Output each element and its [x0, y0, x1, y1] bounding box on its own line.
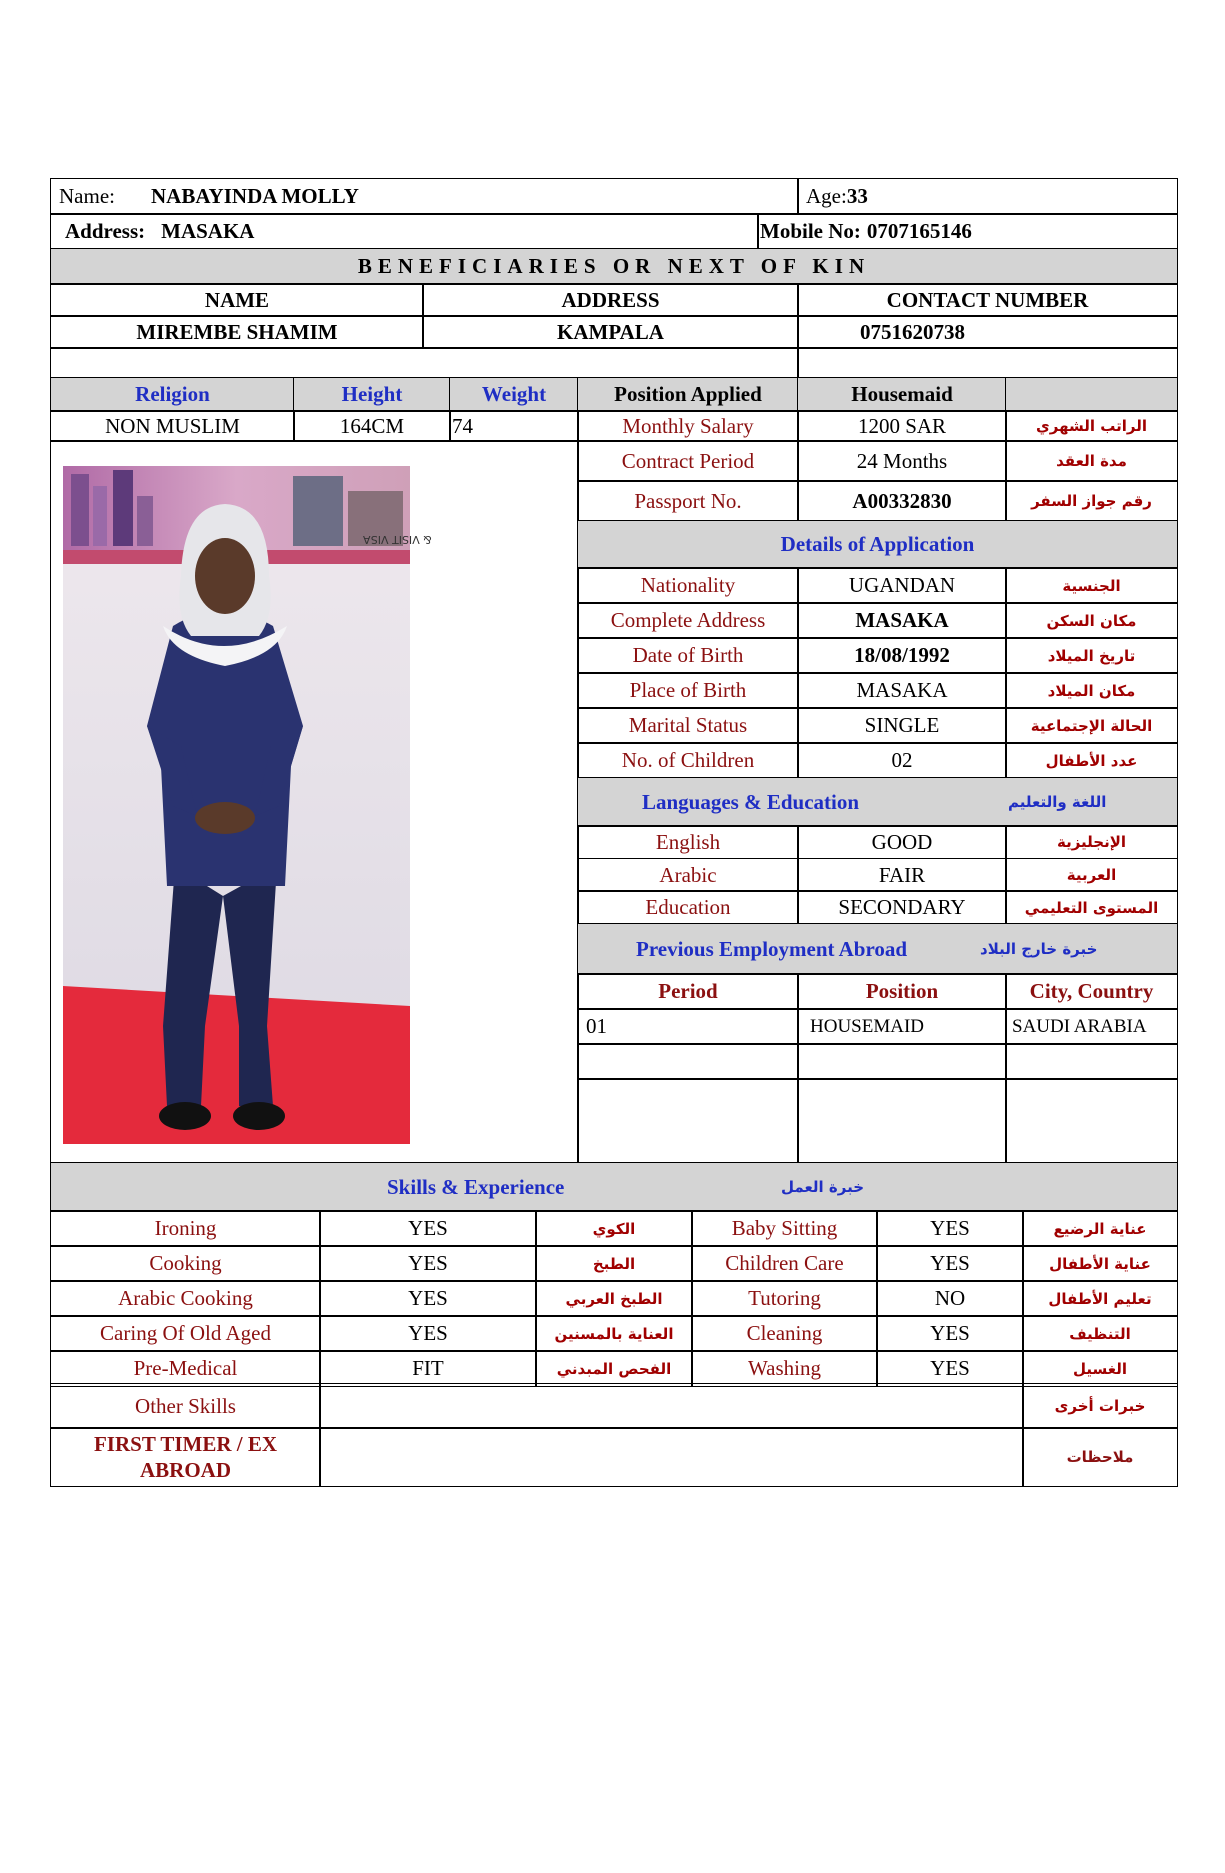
skills-title-ar: خبرة العمل — [781, 1178, 865, 1196]
kin-address: KAMPALA — [422, 315, 799, 349]
skill-value: YES — [876, 1350, 1024, 1387]
language-label: Education — [577, 890, 799, 925]
languages-header — [577, 777, 1178, 827]
detail-value: MASAKA — [797, 602, 1007, 639]
religion-label: Religion — [50, 377, 295, 412]
applicant-photo-image — [63, 466, 432, 1144]
remarks-label: FIRST TIMER / EX ABROAD — [50, 1427, 321, 1487]
remarks-ar: ملاحظات — [1022, 1427, 1178, 1487]
mobile-label: Mobile No: — [760, 219, 861, 243]
job-value: 24 Months — [797, 440, 1007, 482]
detail-value: 02 — [797, 742, 1007, 779]
skill-label-ar: عناية الأطفال — [1022, 1245, 1178, 1282]
address-cell — [50, 213, 759, 250]
blank-cell — [50, 347, 799, 379]
language-label: Arabic — [577, 858, 799, 892]
skill-label: Children Care — [691, 1245, 878, 1282]
job-label-ar: الراتب الشهري — [1005, 410, 1178, 442]
employment-header — [577, 923, 1178, 975]
skill-value: YES — [876, 1315, 1024, 1352]
skill-value: NO — [876, 1280, 1024, 1317]
name-cell — [50, 178, 799, 215]
emp-col-period: Period — [577, 973, 799, 1010]
emp-position: HOUSEMAID — [797, 1008, 1007, 1045]
detail-value: MASAKA — [797, 672, 1007, 709]
emp-col-city: City, Country — [1005, 973, 1178, 1010]
job-label-ar: رقم جواز السفر — [1005, 480, 1178, 522]
skill-label: Ironing — [50, 1210, 321, 1247]
skill-label-ar: الطبخ — [535, 1245, 693, 1282]
skill-label-ar: الغسيل — [1022, 1350, 1178, 1387]
skill-value: YES — [876, 1210, 1024, 1247]
position-label: Position Applied — [577, 377, 799, 412]
kin-title: BENEFICIARIES OR NEXT OF KIN — [50, 248, 1178, 285]
skill-label: Caring Of Old Aged — [50, 1315, 321, 1352]
remarks-value — [319, 1427, 1024, 1487]
skill-value: FIT — [319, 1350, 537, 1387]
skill-label: Tutoring — [691, 1280, 878, 1317]
skill-value: YES — [319, 1280, 537, 1317]
blank-cell — [797, 347, 1178, 379]
skills-title: Skills & Experience — [387, 1174, 565, 1199]
age-label: Age: — [806, 184, 847, 208]
skill-label-ar: التنظيف — [1022, 1315, 1178, 1352]
blank-cell — [1005, 377, 1178, 412]
kin-col-contact: CONTACT NUMBER — [797, 283, 1178, 317]
detail-label: No. of Children — [577, 742, 799, 779]
blank-cell — [797, 1043, 1007, 1080]
detail-label: Marital Status — [577, 707, 799, 744]
kin-name: MIREMBE SHAMIM — [50, 315, 424, 349]
detail-label: Nationality — [577, 567, 799, 604]
skill-value: YES — [876, 1245, 1024, 1282]
other-skills-value — [319, 1383, 1024, 1429]
weight-label: Weight — [449, 377, 579, 412]
skill-label: Washing — [691, 1350, 878, 1387]
detail-value: SINGLE — [797, 707, 1007, 744]
language-label: English — [577, 825, 799, 859]
kin-col-address: ADDRESS — [422, 283, 799, 317]
language-value: SECONDARY — [797, 890, 1007, 925]
job-label: Passport No. — [577, 480, 799, 522]
other-skills-ar: خبرات أخرى — [1022, 1383, 1178, 1429]
skill-value: YES — [319, 1315, 537, 1352]
skills-header — [50, 1162, 1178, 1212]
languages-title-ar: اللغة والتعليم — [1008, 793, 1107, 811]
age-value: 33 — [846, 184, 868, 208]
photo-banner-text: & VISIT VISA — [363, 533, 432, 546]
skill-label-ar: الكوي — [535, 1210, 693, 1247]
skill-label-ar: تعليم الأطفال — [1022, 1280, 1178, 1317]
job-value: 1200 SAR — [797, 410, 1007, 442]
job-label-ar: مدة العقد — [1005, 440, 1178, 482]
position-value: Housemaid — [797, 377, 1007, 412]
language-label-ar: المستوى التعليمي — [1005, 890, 1178, 925]
detail-value: 18/08/1992 — [797, 637, 1007, 674]
religion-value: NON MUSLIM — [50, 410, 295, 442]
weight-value: 74 — [449, 410, 579, 442]
detail-label-ar: الحالة الإجتماعية — [1005, 707, 1178, 744]
skill-label-ar: الطبخ العربي — [535, 1280, 693, 1317]
skill-label: Baby Sitting — [691, 1210, 878, 1247]
applicant-photo — [63, 466, 432, 1144]
address-value: MASAKA — [161, 219, 255, 243]
name-label: Name: — [59, 184, 115, 208]
blank-cell — [1005, 1078, 1178, 1164]
kin-col-name: NAME — [50, 283, 424, 317]
detail-label: Place of Birth — [577, 672, 799, 709]
skill-label: Cleaning — [691, 1315, 878, 1352]
mobile-value: 0707165146 — [866, 219, 972, 243]
detail-label-ar: مكان الميلاد — [1005, 672, 1178, 709]
details-title: Details of Application — [577, 520, 1178, 569]
mobile-cell — [757, 213, 1178, 250]
detail-label-ar: تاريخ الميلاد — [1005, 637, 1178, 674]
languages-title: Languages & Education — [642, 789, 860, 814]
job-label: Contract Period — [577, 440, 799, 482]
skill-value: YES — [319, 1245, 537, 1282]
emp-city: SAUDI ARABIA — [1005, 1008, 1178, 1045]
skill-label-ar: الفحص المبدني — [535, 1350, 693, 1387]
emp-period: 01 — [577, 1008, 799, 1045]
skill-label: Pre-Medical — [50, 1350, 321, 1387]
detail-label-ar: مكان السكن — [1005, 602, 1178, 639]
detail-label-ar: عدد الأطفال — [1005, 742, 1178, 779]
blank-cell — [797, 1078, 1007, 1164]
blank-cell — [577, 1043, 799, 1080]
other-skills-label: Other Skills — [50, 1383, 321, 1429]
job-value: A00332830 — [797, 480, 1007, 522]
skill-value: YES — [319, 1210, 537, 1247]
skill-label-ar: العناية بالمسنين — [535, 1315, 693, 1352]
detail-label: Complete Address — [577, 602, 799, 639]
language-label-ar: العربية — [1005, 858, 1178, 892]
detail-label: Date of Birth — [577, 637, 799, 674]
language-value: FAIR — [797, 858, 1007, 892]
job-label: Monthly Salary — [577, 410, 799, 442]
skill-label-ar: عناية الرضيع — [1022, 1210, 1178, 1247]
height-label: Height — [293, 377, 451, 412]
address-label: Address: — [65, 219, 146, 243]
applicant-name: NABAYINDA MOLLY — [150, 184, 359, 208]
age-cell — [797, 178, 1178, 215]
height-value: 164CM — [293, 410, 451, 442]
blank-cell — [1005, 1043, 1178, 1080]
skill-label: Cooking — [50, 1245, 321, 1282]
kin-contact: 0751620738 — [797, 315, 1178, 349]
blank-cell — [577, 1078, 799, 1164]
language-label-ar: الإنجليزية — [1005, 825, 1178, 859]
emp-col-position: Position — [797, 973, 1007, 1010]
language-value: GOOD — [797, 825, 1007, 859]
employment-title-ar: خبرة خارج البلاد — [980, 940, 1098, 958]
detail-value: UGANDAN — [797, 567, 1007, 604]
employment-title: Previous Employment Abroad — [636, 936, 908, 961]
skill-label: Arabic Cooking — [50, 1280, 321, 1317]
detail-label-ar: الجنسية — [1005, 567, 1178, 604]
